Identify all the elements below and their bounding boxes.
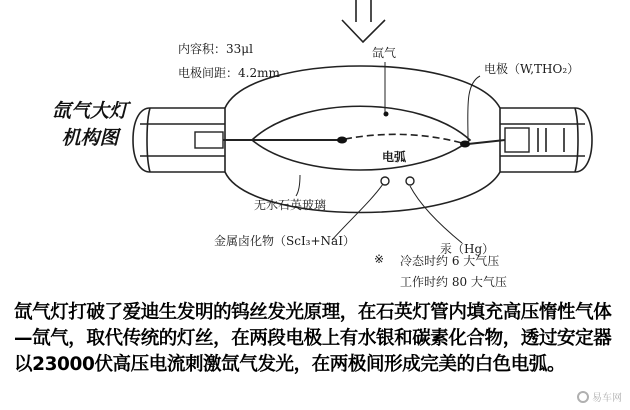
note-mark: ※ xyxy=(374,252,385,266)
quartz-label: 无水石英玻璃 xyxy=(254,198,327,212)
xenon-label: 氙气 xyxy=(372,46,397,60)
arc-line xyxy=(345,134,462,143)
left-connector xyxy=(195,132,223,148)
electrode-label: 电极（W,THO₂） xyxy=(484,62,580,76)
watermark xyxy=(577,389,622,404)
diagram-title-line-2: 机构图 xyxy=(61,127,119,149)
diagram-title xyxy=(30,98,150,152)
right-connector xyxy=(505,128,529,152)
watermark-text: 易车网 xyxy=(592,393,622,404)
electrode-gap-label: 电极间距：4.2mm xyxy=(178,66,280,80)
watermark-logo-icon xyxy=(577,391,589,403)
caption-text: 氙气灯打破了爱迪生发明的钨丝发光原理，在石英灯管内填充高压惰性气体—氙气，取代传统的灯丝，在两段电极上有水银和碳素化合物，透过安定器以23000伏高压电流刺激氙气发光，在两极间形成完美的白色电弧。 xyxy=(14,302,612,375)
cold-pressure-label: 冷态时约 6 大气压 xyxy=(400,254,500,268)
down-arrow-icon xyxy=(342,0,385,42)
diagram-title-line-1: 氙气大灯 xyxy=(51,100,128,122)
volume-label: 内容积：33μl xyxy=(178,42,253,56)
mercury-label: 汞（Hg） xyxy=(440,242,495,256)
work-pressure-label: 工作时约 80 大气压 xyxy=(400,275,507,289)
mercury-beads xyxy=(381,177,414,185)
halide-label: 金属卤化物（ScI₃+NaI） xyxy=(214,234,355,248)
arc-label: 电弧 xyxy=(382,150,407,164)
